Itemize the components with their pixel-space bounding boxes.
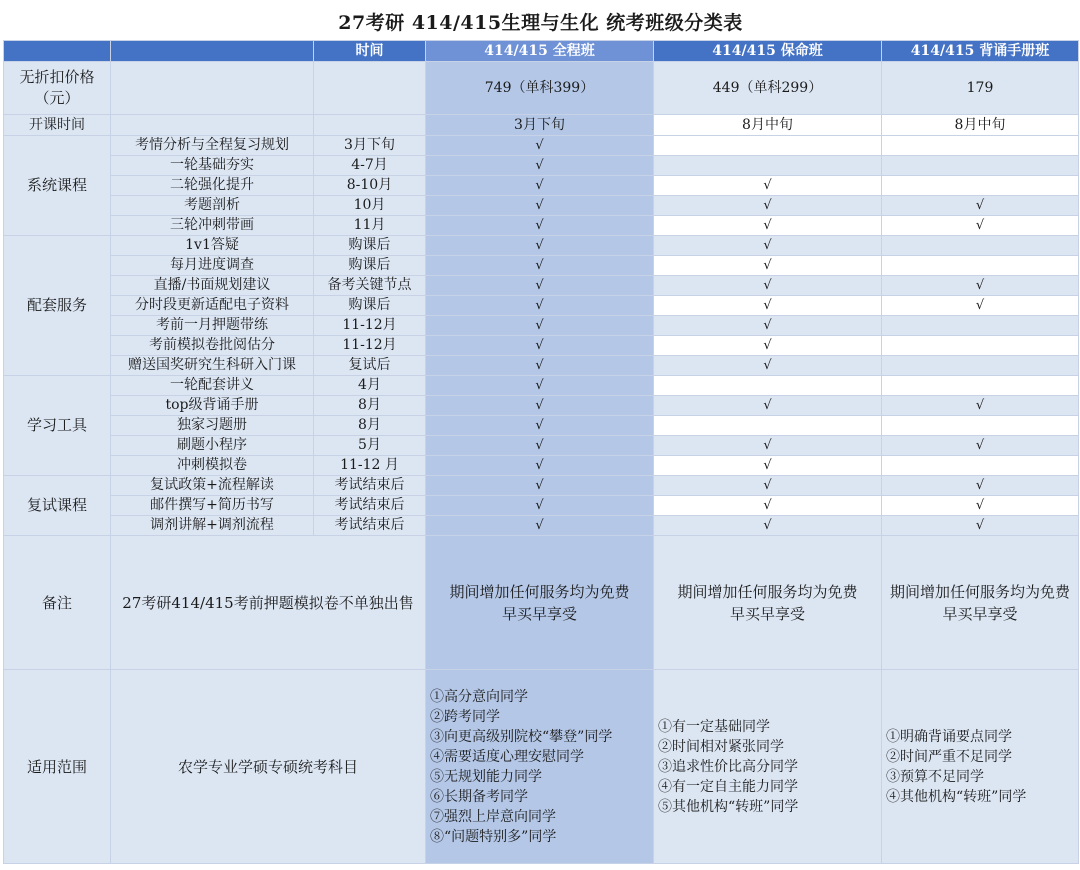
item-time: 10月: [314, 196, 426, 216]
notes-recite-line1: 期间增加任何服务均为免费: [889, 582, 1070, 601]
group-label: 学习工具: [4, 376, 111, 476]
price-label: 无折扣价格（元）: [4, 62, 111, 115]
check-cell-full: [426, 176, 654, 196]
check-mark: √: [535, 178, 544, 193]
item-time: 购课后: [314, 236, 426, 256]
check-mark: √: [535, 438, 544, 453]
item-time: 4-7月: [314, 156, 426, 176]
notes-common: 27考研414/415考前押题模拟卷不单独出售: [111, 536, 426, 670]
check-cell-recite: [882, 176, 1079, 196]
scope-item: ③预算不足同学: [886, 768, 984, 785]
price-item-blank: [111, 62, 314, 115]
price-time-blank: [314, 62, 426, 115]
start-full: 3月下旬: [426, 115, 654, 136]
price-basic: 449（单科299）: [654, 62, 882, 115]
check-mark: √: [975, 198, 985, 213]
check-mark: √: [535, 338, 544, 353]
notes-recite: [882, 536, 1079, 670]
item-name: 分时段更新适配电子资料: [111, 296, 314, 316]
item-time: 8-10月: [314, 176, 426, 196]
check-mark: √: [535, 238, 544, 253]
check-cell-recite: [882, 416, 1079, 436]
check-cell-recite: [882, 316, 1079, 336]
item-name: 每月进度调查: [111, 256, 314, 276]
check-mark: √: [535, 358, 544, 373]
check-cell-basic: [654, 356, 882, 376]
check-mark: √: [763, 178, 772, 193]
item-time: 购课后: [314, 296, 426, 316]
check-mark: √: [535, 478, 544, 493]
table-row: [4, 356, 1079, 376]
price-full: 749（单科399）: [426, 62, 654, 115]
check-cell-recite: [882, 376, 1079, 396]
header-row: [4, 41, 1079, 62]
header-blank: [4, 41, 111, 62]
item-time: 4月: [314, 376, 426, 396]
item-name: 调剂讲解+调剂流程: [111, 516, 314, 536]
check-cell-recite: [882, 436, 1079, 456]
check-cell-recite: [882, 456, 1079, 476]
notes-basic-line2: 早买早享受: [729, 604, 805, 623]
item-name: 1v1答疑: [111, 236, 314, 256]
check-mark: √: [535, 278, 544, 293]
item-name: 赠送国奖研究生科研入门课: [111, 356, 314, 376]
price-recite: 179: [882, 62, 1079, 115]
check-cell-recite: [882, 236, 1079, 256]
item-name: 一轮基础夯实: [111, 156, 314, 176]
table-row: [4, 236, 1079, 256]
check-mark: √: [975, 298, 985, 313]
check-mark: √: [535, 378, 544, 393]
check-cell-full: [426, 436, 654, 456]
check-cell-basic: [654, 336, 882, 356]
table-row: [4, 176, 1079, 196]
scope-item: ②跨考同学: [430, 708, 500, 725]
item-time: 11-12 月: [314, 456, 426, 476]
check-mark: √: [975, 218, 985, 233]
check-mark: √: [763, 258, 772, 273]
table-row: [4, 396, 1079, 416]
scope-item: ①有一定基础同学: [658, 718, 770, 735]
check-cell-basic: [654, 256, 882, 276]
table-row: [4, 216, 1079, 236]
check-cell-basic: [654, 196, 882, 216]
group-label: 系统课程: [4, 136, 111, 236]
table-row: [4, 156, 1079, 176]
notes-recite-line2: 早买早享受: [942, 604, 1018, 623]
check-cell-basic: [654, 236, 882, 256]
table-row: [4, 276, 1079, 296]
scope-item: ①明确背诵要点同学: [886, 728, 1012, 745]
check-cell-recite: [882, 476, 1079, 496]
check-cell-recite: [882, 516, 1079, 536]
item-time: 购课后: [314, 256, 426, 276]
table-row: [4, 316, 1079, 336]
check-cell-basic: [654, 516, 882, 536]
notes-basic: [654, 536, 882, 670]
check-mark: √: [763, 338, 772, 353]
check-cell-full: [426, 416, 654, 436]
check-mark: √: [535, 398, 544, 413]
check-cell-recite: [882, 276, 1079, 296]
class-comparison-table: [3, 40, 1079, 864]
item-name: 复试政策+流程解读: [111, 476, 314, 496]
check-mark: √: [763, 318, 772, 333]
check-cell-full: [426, 476, 654, 496]
check-cell-recite: [882, 156, 1079, 176]
check-cell-basic: [654, 276, 882, 296]
scope-row: [4, 670, 1079, 864]
check-mark: √: [975, 478, 985, 493]
check-mark: √: [535, 158, 544, 173]
check-mark: √: [763, 518, 772, 533]
check-cell-recite: [882, 216, 1079, 236]
header-full-class: 414/415 全程班: [426, 41, 654, 62]
item-time: 8月: [314, 416, 426, 436]
item-time: 考试结束后: [314, 496, 426, 516]
check-cell-basic: [654, 436, 882, 456]
check-mark: √: [763, 298, 772, 313]
item-name: 一轮配套讲义: [111, 376, 314, 396]
scope-item: ⑧“问题特别多”同学: [430, 828, 557, 845]
scope-item: ⑥长期备考同学: [430, 788, 528, 805]
check-cell-full: [426, 376, 654, 396]
item-name: 冲刺模拟卷: [111, 456, 314, 476]
check-mark: √: [763, 498, 772, 513]
check-mark: √: [535, 458, 544, 473]
notes-label: 备注: [4, 536, 111, 670]
check-mark: √: [763, 238, 772, 253]
check-cell-full: [426, 196, 654, 216]
table-row: [4, 196, 1079, 216]
start-basic: 8月中旬: [654, 115, 882, 136]
scope-item: ⑦强烈上岸意向同学: [430, 808, 556, 825]
item-time: 8月: [314, 396, 426, 416]
check-mark: √: [763, 198, 772, 213]
table-row: [4, 496, 1079, 516]
check-cell-full: [426, 276, 654, 296]
check-cell-basic: [654, 376, 882, 396]
scope-common: 农学专业学硕专硕统考科目: [111, 670, 426, 864]
check-cell-recite: [882, 496, 1079, 516]
check-cell-basic: [654, 156, 882, 176]
check-mark: √: [763, 278, 772, 293]
table-row: [4, 456, 1079, 476]
item-name: 考前一月押题带练: [111, 316, 314, 336]
item-time: 考试结束后: [314, 476, 426, 496]
header-item: [111, 41, 314, 62]
item-name: 刷题小程序: [111, 436, 314, 456]
check-mark: √: [535, 498, 544, 513]
header-basic-class: 414/415 保命班: [654, 41, 882, 62]
header-time: 时间: [314, 41, 426, 62]
check-mark: √: [535, 418, 544, 433]
spreadsheet: [3, 3, 1078, 868]
check-cell-full: [426, 496, 654, 516]
check-cell-recite: [882, 356, 1079, 376]
table-row: [4, 516, 1079, 536]
check-mark: √: [975, 518, 985, 533]
check-mark: √: [763, 478, 772, 493]
scope-item: ③追求性价比高分同学: [658, 758, 798, 775]
scope-basic: [654, 670, 882, 864]
check-cell-full: [426, 136, 654, 156]
notes-basic-line1: 期间增加任何服务均为免费: [677, 582, 858, 601]
scope-full: [426, 670, 654, 864]
check-cell-basic: [654, 176, 882, 196]
start-row: [4, 115, 1079, 136]
start-recite: 8月中旬: [882, 115, 1079, 136]
check-mark: √: [763, 358, 772, 373]
scope-label: 适用范围: [4, 670, 111, 864]
check-mark: √: [763, 398, 772, 413]
start-item-blank: [111, 115, 314, 136]
check-cell-full: [426, 516, 654, 536]
check-cell-full: [426, 256, 654, 276]
table-row: [4, 336, 1079, 356]
group-label: 配套服务: [4, 236, 111, 376]
item-name: 考情分析与全程复习规划: [111, 136, 314, 156]
check-cell-basic: [654, 136, 882, 156]
scope-recite: [882, 670, 1079, 864]
check-cell-basic: [654, 316, 882, 336]
check-cell-recite: [882, 256, 1079, 276]
check-cell-basic: [654, 216, 882, 236]
check-cell-full: [426, 456, 654, 476]
table-row: [4, 136, 1079, 156]
check-mark: √: [975, 438, 985, 453]
item-name: 邮件撰写+简历书写: [111, 496, 314, 516]
item-name: 考前模拟卷批阅估分: [111, 336, 314, 356]
check-cell-basic: [654, 476, 882, 496]
notes-full-line1: 期间增加任何服务均为免费: [449, 582, 630, 601]
item-name: top级背诵手册: [111, 396, 314, 416]
check-cell-full: [426, 316, 654, 336]
table-row: [4, 436, 1079, 456]
check-cell-recite: [882, 396, 1079, 416]
check-cell-basic: [654, 456, 882, 476]
scope-item: ④其他机构“转班”同学: [886, 788, 1027, 805]
scope-item: ③向更高级别院校“攀登”同学: [430, 728, 613, 745]
price-row: [4, 62, 1079, 115]
scope-item: ④有一定自主能力同学: [658, 778, 798, 795]
item-name: 三轮冲刺带画: [111, 216, 314, 236]
notes-row: [4, 536, 1079, 670]
check-mark: √: [975, 498, 985, 513]
check-mark: √: [535, 318, 544, 333]
start-label: 开课时间: [4, 115, 111, 136]
item-time: 复试后: [314, 356, 426, 376]
check-mark: √: [535, 138, 544, 153]
check-mark: √: [535, 218, 544, 233]
check-mark: √: [535, 198, 544, 213]
check-mark: √: [763, 438, 772, 453]
check-cell-recite: [882, 296, 1079, 316]
item-time: 11月: [314, 216, 426, 236]
table-row: [4, 296, 1079, 316]
item-time: 11-12月: [314, 336, 426, 356]
check-cell-basic: [654, 496, 882, 516]
check-cell-full: [426, 236, 654, 256]
item-name: 直播/书面规划建议: [111, 276, 314, 296]
item-time: 3月下旬: [314, 136, 426, 156]
notes-full: [426, 536, 654, 670]
table-title: 27考研 414/415生理与生化 统考班级分类表: [3, 3, 1078, 41]
scope-item: ⑤其他机构“转班”同学: [658, 798, 799, 815]
scope-item: ④需要适度心理安慰同学: [430, 748, 584, 765]
scope-item: ⑤无规划能力同学: [430, 768, 542, 785]
check-mark: √: [535, 298, 544, 313]
check-mark: √: [763, 458, 772, 473]
group-label: 复试课程: [4, 476, 111, 536]
check-mark: √: [975, 278, 985, 293]
check-cell-full: [426, 156, 654, 176]
check-cell-full: [426, 356, 654, 376]
header-recite-class: 414/415 背诵手册班: [882, 41, 1079, 62]
item-time: 考试结束后: [314, 516, 426, 536]
table-row: [4, 416, 1079, 436]
check-cell-full: [426, 216, 654, 236]
check-mark: √: [763, 218, 772, 233]
item-time: 11-12月: [314, 316, 426, 336]
check-mark: √: [535, 518, 544, 533]
check-cell-recite: [882, 196, 1079, 216]
check-cell-recite: [882, 136, 1079, 156]
item-time: 备考关键节点: [314, 276, 426, 296]
notes-full-line2: 早买早享受: [501, 604, 577, 623]
table-row: [4, 476, 1079, 496]
scope-item: ②时间相对紧张同学: [658, 738, 784, 755]
check-cell-basic: [654, 296, 882, 316]
check-cell-recite: [882, 336, 1079, 356]
start-time-blank: [314, 115, 426, 136]
item-time: 5月: [314, 436, 426, 456]
scope-item: ②时间严重不足同学: [886, 748, 1012, 765]
item-name: 考题剖析: [111, 196, 314, 216]
check-cell-basic: [654, 416, 882, 436]
check-cell-full: [426, 336, 654, 356]
check-mark: √: [975, 398, 985, 413]
check-cell-full: [426, 296, 654, 316]
item-name: 独家习题册: [111, 416, 314, 436]
check-mark: √: [535, 258, 544, 273]
table-row: [4, 256, 1079, 276]
item-name: 二轮强化提升: [111, 176, 314, 196]
check-cell-full: [426, 396, 654, 416]
check-cell-basic: [654, 396, 882, 416]
table-row: [4, 376, 1079, 396]
scope-item: ①高分意向同学: [430, 688, 528, 705]
